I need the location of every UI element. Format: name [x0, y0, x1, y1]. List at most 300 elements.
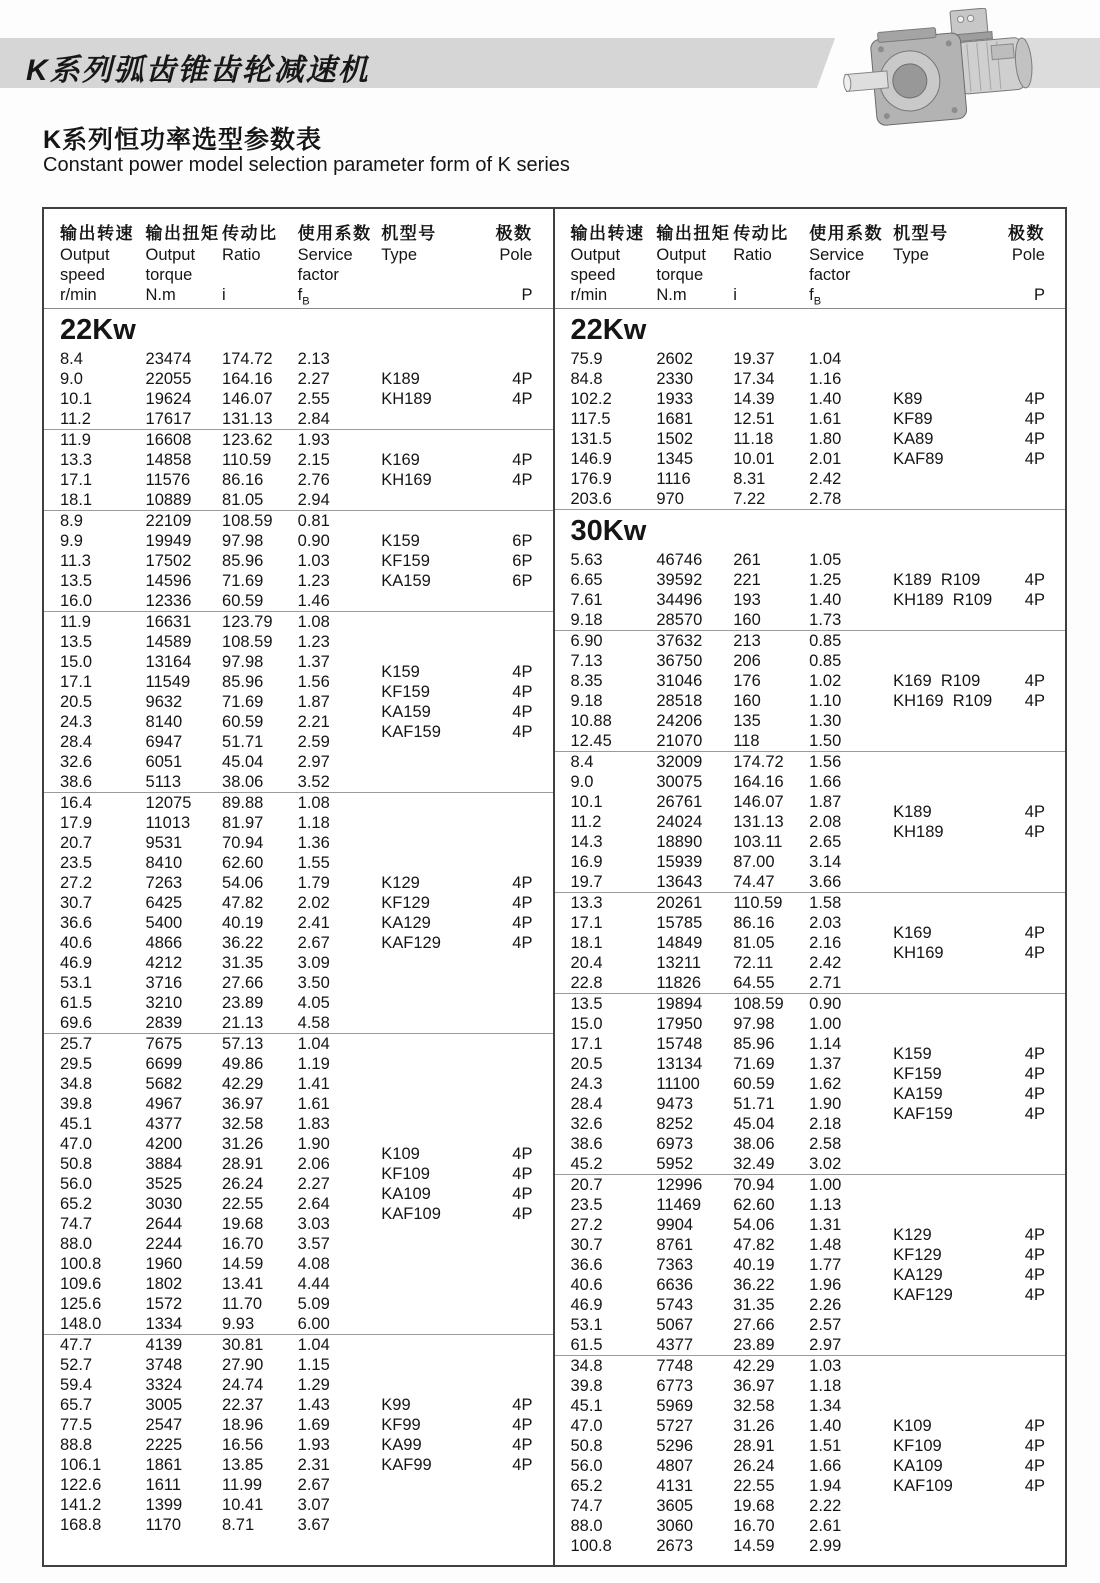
model-name: KA159	[381, 703, 431, 721]
cell-service-factor: 1.40	[809, 1417, 842, 1435]
pole-count: 4P	[512, 874, 533, 892]
model-type-row	[44, 389, 553, 409]
cell-pole-spacer	[1002, 651, 1045, 671]
cell-service-factor: 1.40	[809, 390, 842, 408]
cell-output-torque: 24024	[656, 813, 703, 831]
cell-service-factor: 0.85	[809, 632, 842, 650]
cell-pole-spacer	[490, 612, 533, 632]
spacer-cell	[656, 943, 733, 963]
cell-service-factor: 1.14	[809, 1035, 842, 1053]
spacer-cell	[571, 1084, 657, 1104]
cell-ratio: 221	[733, 571, 761, 589]
spacer-cell	[298, 873, 382, 893]
spacer-cell	[656, 822, 733, 842]
spacer-cell	[733, 1245, 809, 1265]
cell-pole-spacer	[1002, 772, 1045, 792]
cell-service-factor: 1.66	[809, 773, 842, 791]
table-row	[555, 550, 1066, 570]
spacer-cell	[809, 802, 893, 822]
model-name: KA159	[381, 572, 431, 590]
spacer-cell	[571, 409, 657, 429]
cell-output-torque: 3324	[145, 1376, 183, 1394]
spacer-cell	[222, 913, 298, 933]
model-type-row	[44, 893, 553, 913]
cell-pole-spacer	[490, 833, 533, 853]
cell-pole-spacer	[1002, 349, 1045, 369]
model-name: KAF129	[381, 934, 441, 952]
cell-ratio: 213	[733, 632, 761, 650]
cell-pole-spacer	[1002, 1175, 1045, 1195]
header-line: Service	[297, 246, 353, 264]
cell-output-speed: 61.5	[570, 1336, 603, 1354]
cell-ratio: 32.58	[222, 1115, 264, 1133]
cell-ratio: 160	[733, 692, 761, 710]
cell-type-spacer	[893, 1175, 1002, 1195]
model-name: KH189	[381, 390, 432, 408]
model-name: K189 R109	[893, 571, 981, 589]
spacer-cell	[222, 893, 298, 913]
spacer-cell	[571, 1285, 657, 1305]
header-line: Ratio	[733, 246, 772, 264]
cell-service-factor: 2.26	[809, 1296, 842, 1314]
table-row	[555, 1516, 1066, 1536]
spacer-cell	[656, 802, 733, 822]
model-type-row	[44, 1455, 553, 1475]
cell-service-factor: 2.16	[809, 934, 842, 952]
table-header-row	[555, 209, 1066, 309]
table-row	[44, 1294, 553, 1314]
cell-pole-spacer	[1002, 852, 1045, 872]
model-type-list	[555, 1416, 1066, 1496]
cell-output-speed: 15.0	[570, 1015, 603, 1033]
cell-type-spacer	[893, 752, 1002, 772]
header-line: Service	[809, 246, 865, 264]
model-type-row	[44, 933, 553, 953]
cell-output-speed: 17.1	[60, 471, 93, 489]
spacer-cell	[656, 449, 733, 469]
spacer-cell	[298, 682, 382, 702]
table-row	[44, 1495, 553, 1515]
cell-service-factor: 2.99	[809, 1537, 842, 1555]
cell-service-factor: 1.19	[297, 1055, 330, 1073]
cell-type-spacer	[893, 550, 1002, 570]
table-row	[555, 711, 1066, 731]
model-type-row	[555, 822, 1066, 842]
pole-count: 4P	[512, 723, 533, 741]
power-rating-label: 30Kw	[570, 515, 647, 547]
cell-output-speed: 9.0	[570, 773, 594, 791]
pole-count: 6P	[512, 552, 533, 570]
cell-service-factor: 1.40	[809, 591, 842, 609]
cell-ratio: 28.91	[222, 1155, 264, 1173]
model-name: KF159	[893, 1065, 942, 1083]
cell-service-factor: 1.04	[297, 1035, 330, 1053]
header-unit	[893, 285, 1002, 305]
spacer-cell	[656, 1265, 733, 1285]
cell-service-factor: 3.02	[809, 1155, 842, 1173]
cell-pole-spacer	[490, 752, 533, 772]
table-row	[555, 1396, 1066, 1416]
table-row	[44, 1515, 553, 1535]
spacer-cell	[60, 933, 146, 953]
cell-output-speed: 39.8	[60, 1095, 93, 1113]
cell-output-torque: 1345	[656, 450, 694, 468]
cell-output-speed: 34.8	[60, 1075, 93, 1093]
cell-ratio: 31.35	[222, 954, 264, 972]
spacer-cell	[571, 1476, 657, 1496]
cell-output-torque: 1502	[656, 430, 694, 448]
table-row	[555, 731, 1066, 751]
cell-output-speed: 29.5	[60, 1055, 93, 1073]
cell-type-spacer	[381, 1355, 490, 1375]
cell-output-torque: 18890	[656, 833, 703, 851]
model-type-row	[44, 702, 553, 722]
cell-output-speed: 53.1	[60, 974, 93, 992]
spacer-cell	[222, 662, 298, 682]
cell-ratio: 27.66	[222, 974, 264, 992]
model-type-row	[555, 429, 1066, 449]
cell-output-speed: 9.18	[570, 692, 603, 710]
cell-service-factor: 1.87	[809, 793, 842, 811]
model-type-row	[555, 1436, 1066, 1456]
cell-type-spacer	[893, 1315, 1002, 1335]
model-type-list	[555, 570, 1066, 610]
pole-count: 6P	[512, 572, 533, 590]
cell-output-torque: 12336	[145, 592, 192, 610]
spacer-cell	[733, 1456, 809, 1476]
cell-service-factor: 1.56	[809, 753, 842, 771]
cell-type-spacer	[381, 1094, 490, 1114]
model-type-row	[555, 1416, 1066, 1436]
cell-service-factor: 2.71	[809, 974, 842, 992]
table-right-half	[555, 209, 1066, 1565]
cell-ratio: 110.59	[733, 894, 783, 912]
table-row	[44, 1355, 553, 1375]
cell-output-speed: 27.2	[570, 1216, 603, 1234]
header-unit	[381, 285, 490, 305]
cell-ratio: 72.11	[733, 954, 774, 972]
cell-type-spacer	[381, 511, 490, 531]
table-row	[555, 893, 1066, 913]
cell-ratio: 28.91	[733, 1437, 775, 1455]
cell-pole-spacer	[1002, 550, 1045, 570]
model-type-row	[555, 1265, 1066, 1285]
cell-pole-spacer	[1002, 469, 1045, 489]
cell-output-speed: 65.2	[60, 1195, 93, 1213]
spacer-cell	[222, 551, 298, 571]
cell-output-speed: 10.88	[570, 712, 612, 730]
cell-service-factor: 1.23	[297, 633, 330, 651]
cell-ratio: 108.59	[222, 633, 273, 651]
cell-ratio: 12.51	[733, 410, 775, 428]
cell-output-speed: 8.35	[570, 672, 603, 690]
spacer-cell	[571, 570, 657, 590]
cell-service-factor: 1.73	[809, 611, 842, 629]
cell-pole-spacer	[490, 1074, 533, 1094]
cell-service-factor: 2.57	[809, 1316, 842, 1334]
cell-ratio: 11.18	[733, 430, 774, 448]
spacer-cell	[733, 1044, 809, 1064]
cell-type-spacer	[381, 1013, 490, 1033]
cell-output-torque: 2244	[145, 1235, 183, 1253]
cell-ratio: 54.06	[222, 874, 264, 892]
cell-type-spacer	[893, 349, 1002, 369]
cell-ratio: 30.81	[222, 1336, 264, 1354]
cell-pole-spacer	[490, 1034, 533, 1054]
cell-output-torque: 1572	[145, 1295, 183, 1313]
cell-service-factor: 1.04	[809, 350, 842, 368]
gearmotor-product-image	[843, 8, 1043, 130]
model-name: KH189	[893, 823, 944, 841]
spacer-cell	[60, 551, 146, 571]
cell-output-speed: 100.8	[570, 1537, 612, 1555]
table-row	[44, 853, 553, 873]
spacer-cell	[60, 1204, 146, 1224]
cell-type-spacer	[893, 994, 1002, 1014]
cell-pole-spacer	[1002, 893, 1045, 913]
cell-pole-spacer	[490, 1294, 533, 1314]
cell-ratio: 8.31	[733, 470, 766, 488]
cell-output-speed: 47.0	[60, 1135, 93, 1153]
cell-output-torque: 8140	[145, 713, 183, 731]
cell-ratio: 81.97	[222, 814, 264, 832]
spacer-cell	[146, 873, 223, 893]
spacer-cell	[60, 1415, 146, 1435]
table-row	[555, 369, 1066, 389]
spacer-cell	[809, 822, 893, 842]
spacer-cell	[298, 722, 382, 742]
cell-output-torque: 5952	[656, 1155, 694, 1173]
power-rating-label: 22Kw	[60, 314, 136, 346]
cell-output-speed: 125.6	[60, 1295, 102, 1313]
table-row	[44, 1094, 553, 1114]
spacer-cell	[571, 590, 657, 610]
spacer-cell	[571, 1456, 657, 1476]
model-type-row	[44, 369, 553, 389]
cell-pole-spacer	[1002, 1195, 1045, 1215]
spacer-cell	[571, 429, 657, 449]
cell-output-torque: 5113	[145, 773, 181, 791]
spacer-cell	[733, 822, 809, 842]
cell-output-speed: 176.9	[570, 470, 612, 488]
spacer-cell	[656, 429, 733, 449]
cell-service-factor: 3.57	[297, 1235, 330, 1253]
cell-pole-spacer	[1002, 610, 1045, 630]
table-row	[44, 993, 553, 1013]
cell-output-torque: 6773	[656, 1377, 694, 1395]
cell-output-speed: 13.5	[60, 572, 93, 590]
spacer-cell	[733, 923, 809, 943]
cell-ratio: 70.94	[733, 1176, 775, 1194]
cell-pole-spacer	[490, 632, 533, 652]
gear-size-group	[555, 1174, 1066, 1355]
cell-output-torque: 3716	[145, 974, 183, 992]
spacer-cell	[809, 590, 893, 610]
cell-type-spacer	[893, 651, 1002, 671]
spacer-cell	[656, 923, 733, 943]
cell-service-factor: 1.62	[809, 1075, 842, 1093]
cell-ratio: 174.72	[733, 753, 784, 771]
cell-pole-spacer	[1002, 1154, 1045, 1174]
spacer-cell	[809, 1225, 893, 1245]
cell-ratio: 31.35	[733, 1296, 775, 1314]
cell-output-torque: 5969	[656, 1397, 694, 1415]
model-type-row	[555, 1104, 1066, 1124]
cell-output-torque: 32009	[656, 753, 703, 771]
table-row	[44, 632, 553, 652]
cell-pole-spacer	[490, 1094, 533, 1114]
cell-type-spacer	[381, 772, 490, 792]
cell-ratio: 164.16	[222, 370, 273, 388]
spacer-cell	[146, 933, 223, 953]
cell-type-spacer	[381, 1475, 490, 1495]
cell-output-speed: 75.9	[570, 350, 603, 368]
cell-pole-spacer	[1002, 1376, 1045, 1396]
cell-output-speed: 13.3	[570, 894, 603, 912]
cell-output-speed: 56.0	[570, 1457, 603, 1475]
cell-type-spacer	[381, 793, 490, 813]
cell-output-speed: 13.5	[60, 633, 93, 651]
spacer-cell	[656, 389, 733, 409]
model-name: KAF109	[381, 1205, 441, 1223]
cell-output-speed: 9.9	[60, 532, 83, 550]
spacer-cell	[733, 1285, 809, 1305]
cell-pole-spacer	[1002, 1356, 1045, 1376]
cell-service-factor: 2.13	[297, 350, 330, 368]
header-unit: r/min	[570, 286, 608, 304]
cell-output-torque: 13211	[656, 954, 702, 972]
cell-output-torque: 2644	[145, 1215, 183, 1233]
spacer-cell	[733, 1225, 809, 1245]
cell-type-spacer	[381, 591, 490, 611]
pole-count: 4P	[1024, 692, 1045, 710]
model-type-list	[44, 369, 553, 409]
cell-output-speed: 65.7	[60, 1396, 93, 1414]
header-unit: $f_B$	[297, 286, 310, 308]
cell-ratio: 51.71	[733, 1095, 775, 1113]
spacer-cell	[146, 682, 223, 702]
spacer-cell	[298, 470, 382, 490]
cell-pole-spacer	[490, 430, 533, 450]
cell-output-torque: 3525	[145, 1175, 183, 1193]
cell-service-factor: 1.56	[297, 673, 330, 691]
header-line: 传动比	[733, 224, 789, 243]
spacer-cell	[298, 933, 382, 953]
cell-ratio: 38.06	[733, 1135, 775, 1153]
cell-output-speed: 8.4	[570, 753, 594, 771]
model-type-row	[44, 722, 553, 742]
cell-service-factor: 2.94	[297, 491, 330, 509]
model-type-list	[44, 873, 553, 953]
spacer-cell	[809, 570, 893, 590]
spacer-cell	[733, 943, 809, 963]
pole-count: 4P	[512, 1416, 533, 1434]
spacer-cell	[733, 1436, 809, 1456]
cell-output-speed: 45.1	[60, 1115, 93, 1133]
model-type-list	[44, 531, 553, 591]
cell-ratio: 42.29	[222, 1075, 264, 1093]
spacer-cell	[809, 1265, 893, 1285]
spacer-cell	[222, 1184, 298, 1204]
model-name: K169	[893, 924, 932, 942]
cell-ratio: 62.60	[733, 1196, 775, 1214]
cell-output-torque: 22055	[145, 370, 192, 388]
header-line: 机型号	[381, 224, 437, 243]
cell-ratio: 206	[733, 652, 761, 670]
cell-type-spacer	[381, 1234, 490, 1254]
cell-type-spacer	[381, 1495, 490, 1515]
cell-output-torque: 4212	[145, 954, 183, 972]
cell-output-torque: 31046	[656, 672, 703, 690]
cell-output-speed: 61.5	[60, 994, 93, 1012]
cell-service-factor: 2.08	[809, 813, 842, 831]
cell-service-factor: 5.09	[297, 1295, 330, 1313]
cell-pole-spacer	[490, 1475, 533, 1495]
cell-output-speed: 5.63	[570, 551, 603, 569]
cell-ratio: 13.41	[222, 1275, 264, 1293]
cell-output-speed: 131.5	[570, 430, 612, 448]
model-type-row	[44, 551, 553, 571]
spacer-cell	[146, 551, 223, 571]
table-row	[44, 1314, 553, 1334]
model-type-row	[44, 1435, 553, 1455]
cell-service-factor: 1.50	[809, 732, 842, 750]
cell-output-torque: 30075	[656, 773, 703, 791]
cell-pole-spacer	[490, 490, 533, 510]
cell-output-speed: 25.7	[60, 1035, 93, 1053]
cell-output-torque: 6636	[656, 1276, 694, 1294]
pole-count: 4P	[1024, 591, 1045, 609]
cell-output-torque: 5067	[656, 1316, 694, 1334]
spacer-cell	[809, 409, 893, 429]
cell-ratio: 40.19	[222, 914, 264, 932]
cell-pole-spacer	[1002, 872, 1045, 892]
cell-output-torque: 19894	[656, 995, 703, 1013]
cell-output-torque: 17502	[145, 552, 192, 570]
cell-service-factor: 1.46	[297, 592, 330, 610]
gear-size-group	[44, 1033, 553, 1334]
gear-size-group	[555, 892, 1066, 993]
table-row	[44, 973, 553, 993]
spacer-cell	[298, 1204, 382, 1224]
spacer-cell	[298, 531, 382, 551]
cell-service-factor: 0.90	[809, 995, 842, 1013]
cell-service-factor: 2.06	[297, 1155, 330, 1173]
cell-service-factor: 1.51	[809, 1437, 842, 1455]
cell-output-speed: 38.6	[570, 1135, 603, 1153]
pole-count: 4P	[512, 894, 533, 912]
cell-output-speed: 16.9	[570, 853, 603, 871]
spacer-cell	[146, 662, 223, 682]
table-row	[555, 752, 1066, 772]
model-type-row	[44, 1395, 553, 1415]
cell-output-speed: 69.6	[60, 1014, 93, 1032]
cell-output-speed: 18.1	[60, 491, 93, 509]
spacer-cell	[733, 389, 809, 409]
cell-pole-spacer	[1002, 994, 1045, 1014]
spacer-cell	[571, 1416, 657, 1436]
cell-ratio: 108.59	[733, 995, 784, 1013]
model-name: K169 R109	[893, 672, 981, 690]
spacer-cell	[298, 389, 382, 409]
pole-count: 4P	[1024, 450, 1045, 468]
cell-output-torque: 6699	[145, 1055, 183, 1073]
header-line	[222, 265, 298, 285]
cell-ratio: 193	[733, 591, 761, 609]
cell-ratio: 26.24	[733, 1457, 775, 1475]
spacer-cell	[146, 470, 223, 490]
cell-type-spacer	[893, 1356, 1002, 1376]
